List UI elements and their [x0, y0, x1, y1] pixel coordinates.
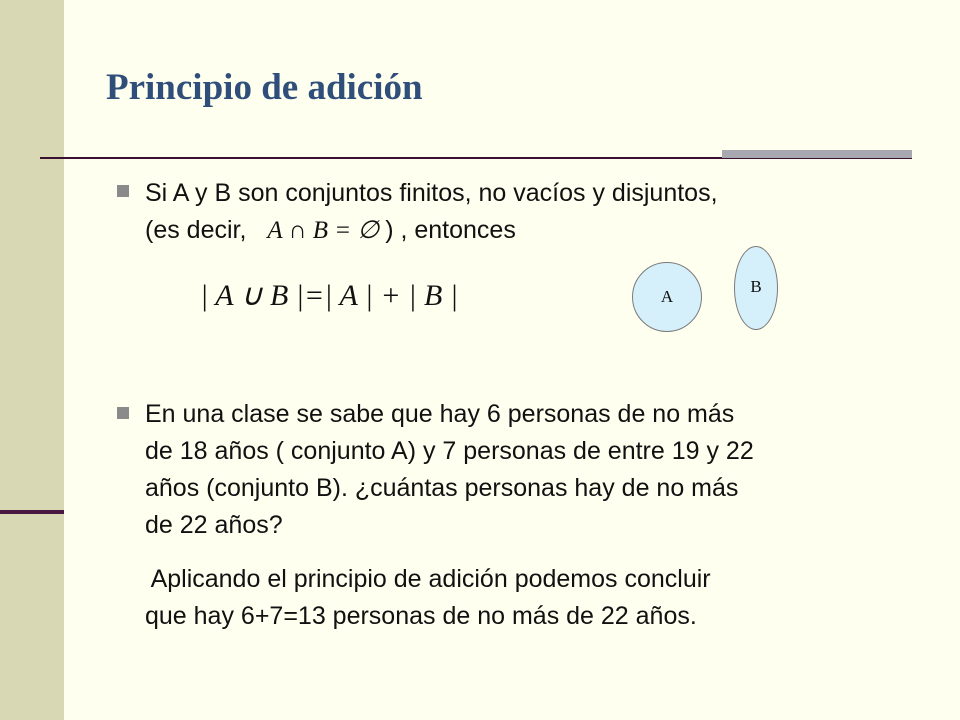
bullet-marker	[117, 185, 129, 197]
bullet-marker	[117, 407, 129, 419]
set-a-ellipse	[632, 262, 702, 332]
sidebar-rule	[0, 510, 64, 514]
title-accent-bar	[722, 150, 912, 158]
slide-title: Principio de adición	[106, 67, 423, 108]
conclusion-line-1: Aplicando el principio de adición podemos concluir	[145, 565, 711, 593]
disjoint-condition-math: A ∩ B = ∅	[267, 217, 380, 244]
bullet-1-suffix: ) , entonces	[385, 216, 516, 244]
set-b-label: B	[750, 277, 762, 296]
set-b-ellipse	[734, 246, 778, 330]
left-sidebar-band	[0, 0, 64, 720]
bullet-2-line-4: de 22 años?	[145, 511, 283, 539]
addition-formula: | A ∪ B |=| A | + | B |	[200, 279, 459, 312]
bullet-2-line-1: En una clase se sabe que hay 6 personas de no más	[145, 400, 735, 428]
set-a-label: A	[660, 287, 674, 306]
bullet-1-line-2	[145, 213, 516, 248]
bullet-1-line-1: Si A y B son conjuntos finitos, no vacíos y disjuntos,	[145, 179, 718, 207]
bullet-2-line-2: de 18 años ( conjunto A) y 7 personas de entre 19 y 22	[145, 437, 754, 465]
bullet-2-line-3: años (conjunto B). ¿cuántas personas hay de no más	[145, 474, 739, 502]
bullet-1-prefix: (es decir,	[145, 216, 247, 244]
conclusion-line-2: que hay 6+7=13 personas de no más de 22 años.	[145, 602, 697, 630]
